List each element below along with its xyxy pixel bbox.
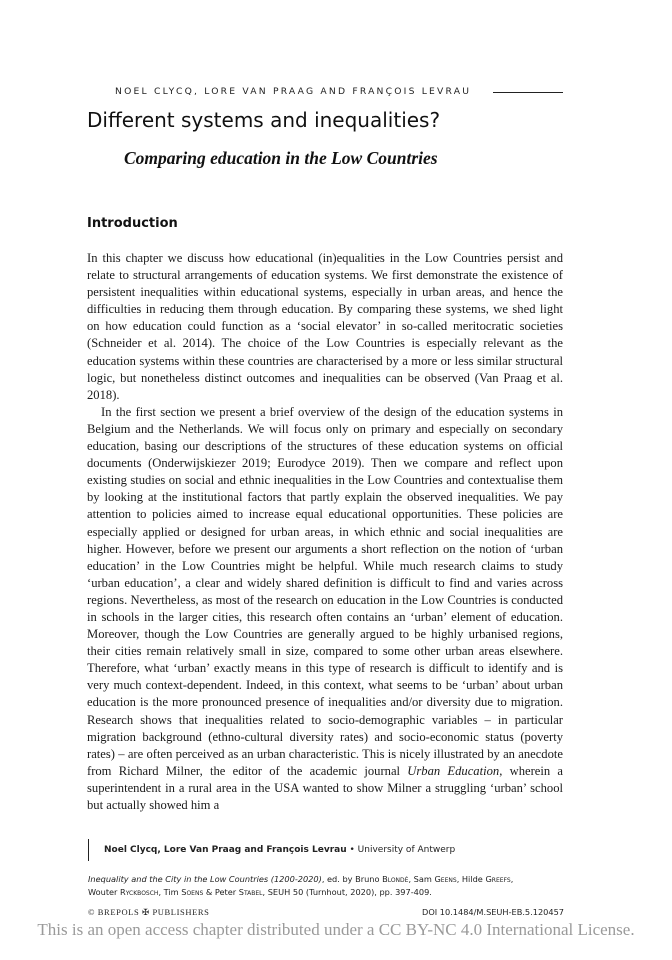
affiliation bbox=[104, 845, 455, 855]
citation-text: & Peter bbox=[203, 886, 239, 897]
citation-series: , SEUH 50 (Turnhout, 2020), pp. 397-409. bbox=[262, 886, 432, 897]
affiliation-institution: University of Antwerp bbox=[357, 845, 456, 855]
paragraph-1: In this chapter we discuss how educational (in)equalities in the Low Countries persist and relate to structural arrangements of education systems. We first demonstrate the existence of persistent inequalities within educational systems, especially in urban areas, and hence the difficulties in reducing them through education. By comparing these systems, we shed light on how education could function as a ‘social elevator’ in so-called meritocratic societies (Schneider et al. 2014). The choice of the Low Countries is especially relevant as the education systems within these countries are characterised by a more or less similar structural logic, but nonetheless distinct outcomes and inequalities can be observed (Van Praag et al. 2018). bbox=[87, 251, 563, 402]
book-title: Inequality and the City in the Low Countries (1200-2020) bbox=[88, 874, 322, 884]
citation bbox=[88, 873, 564, 898]
citation-text: , bbox=[510, 874, 514, 884]
editor-name: Greefs bbox=[485, 874, 511, 884]
paragraph-2-main: In the first section we present a brief overview of the design of the education systems in Belgium and the Netherlands. We will focus only on primary and especially on secondary education, basing our descriptions of the structures of these education systems on official documents (Onderwijskiezer 2019; Eurodyce 2019). Then we compare and reflect upon existing studies on social and ethnic inequalities in the Low Countries and contextualise them by looking at the institutional factors that partly explain the observed inequalities. We pay attention to policies aimed to increase equal educational opportunities. These policies are especially applied or designed for urban areas, in which ethnic and social inequalities are higher. However, before we present our arguments a short reflection on the notion of ‘urban education’ in the Low Countries might be helpful. While much research claims to study ‘urban education’, a clear and widely shared definition is difficult to find and varies across regions. Nevertheless, as most of the research on education in the Low Countries is conducted in schools in the larger cities, this research often contains an ‘urban’ element of education. Moreover, though the Low Countries are generally argued to be highly urbanised regions, their cities remain relatively small in size, compared to some other urban areas elsewhere. Therefore, what ‘urban’ exactly means in this type of research is difficult to identify and is very much context-dependent. Indeed, in this context, what seems to be ‘urban’ about urban education is the more pronounced presence of inequalities and/or diversity due to migration. Research shows that inequalities related to socio-demographic variables – in particular migration background (ethno-cultural diversity rates) and socio-economic status (poverty rates) – are often perceived as an urban characteristic. This is nicely illustrated by an anecdote from Richard Milner, the editor of the academic journal bbox=[87, 404, 563, 778]
citation-text: , Tim bbox=[158, 886, 182, 897]
header-rule bbox=[493, 92, 563, 93]
paragraph-2 bbox=[87, 404, 563, 814]
paragraph-2-tail: , wherein a superintendent in a rural area in the USA wanted to show Milner a struggling ‘urban’ school but actually showed him a bbox=[87, 763, 563, 812]
affiliation-names: Noel Clycq, Lore Van Praag and François Levrau bbox=[104, 845, 347, 855]
journal-title: Urban Education bbox=[407, 763, 500, 778]
section-heading: Introduction bbox=[87, 216, 178, 231]
editor-name: Blondé bbox=[382, 874, 409, 884]
doi-link[interactable]: DOI 10.1484/M.SEUH-EB.5.120457 bbox=[422, 907, 564, 917]
editor-name: Geens bbox=[434, 874, 457, 884]
editor-name: Ryckbosch bbox=[120, 886, 159, 897]
affiliation-separator: • bbox=[346, 845, 358, 855]
affiliation-bar bbox=[88, 839, 89, 861]
chapter-title: Different systems and inequalities? bbox=[87, 108, 441, 132]
chapter-subtitle: Comparing education in the Low Countries bbox=[124, 148, 438, 168]
citation-text: , Sam bbox=[408, 874, 435, 884]
license-notice: This is an open access chapter distributed under a CC BY-NC 4.0 International License. bbox=[37, 920, 635, 939]
editor-name: Stabel bbox=[238, 886, 263, 897]
citation-text: Wouter bbox=[88, 886, 121, 897]
body-text bbox=[87, 250, 563, 814]
editor-name: Soens bbox=[181, 886, 204, 897]
running-authors: NOEL CLYCQ, LORE VAN PRAAG AND FRANÇOIS LEVRAU bbox=[115, 86, 472, 97]
citation-text: , ed. by Bruno bbox=[321, 874, 383, 884]
publisher-mark: © BREPOLS ✠ PUBLISHERS bbox=[88, 907, 210, 917]
citation-text: , Hilde bbox=[456, 874, 486, 884]
